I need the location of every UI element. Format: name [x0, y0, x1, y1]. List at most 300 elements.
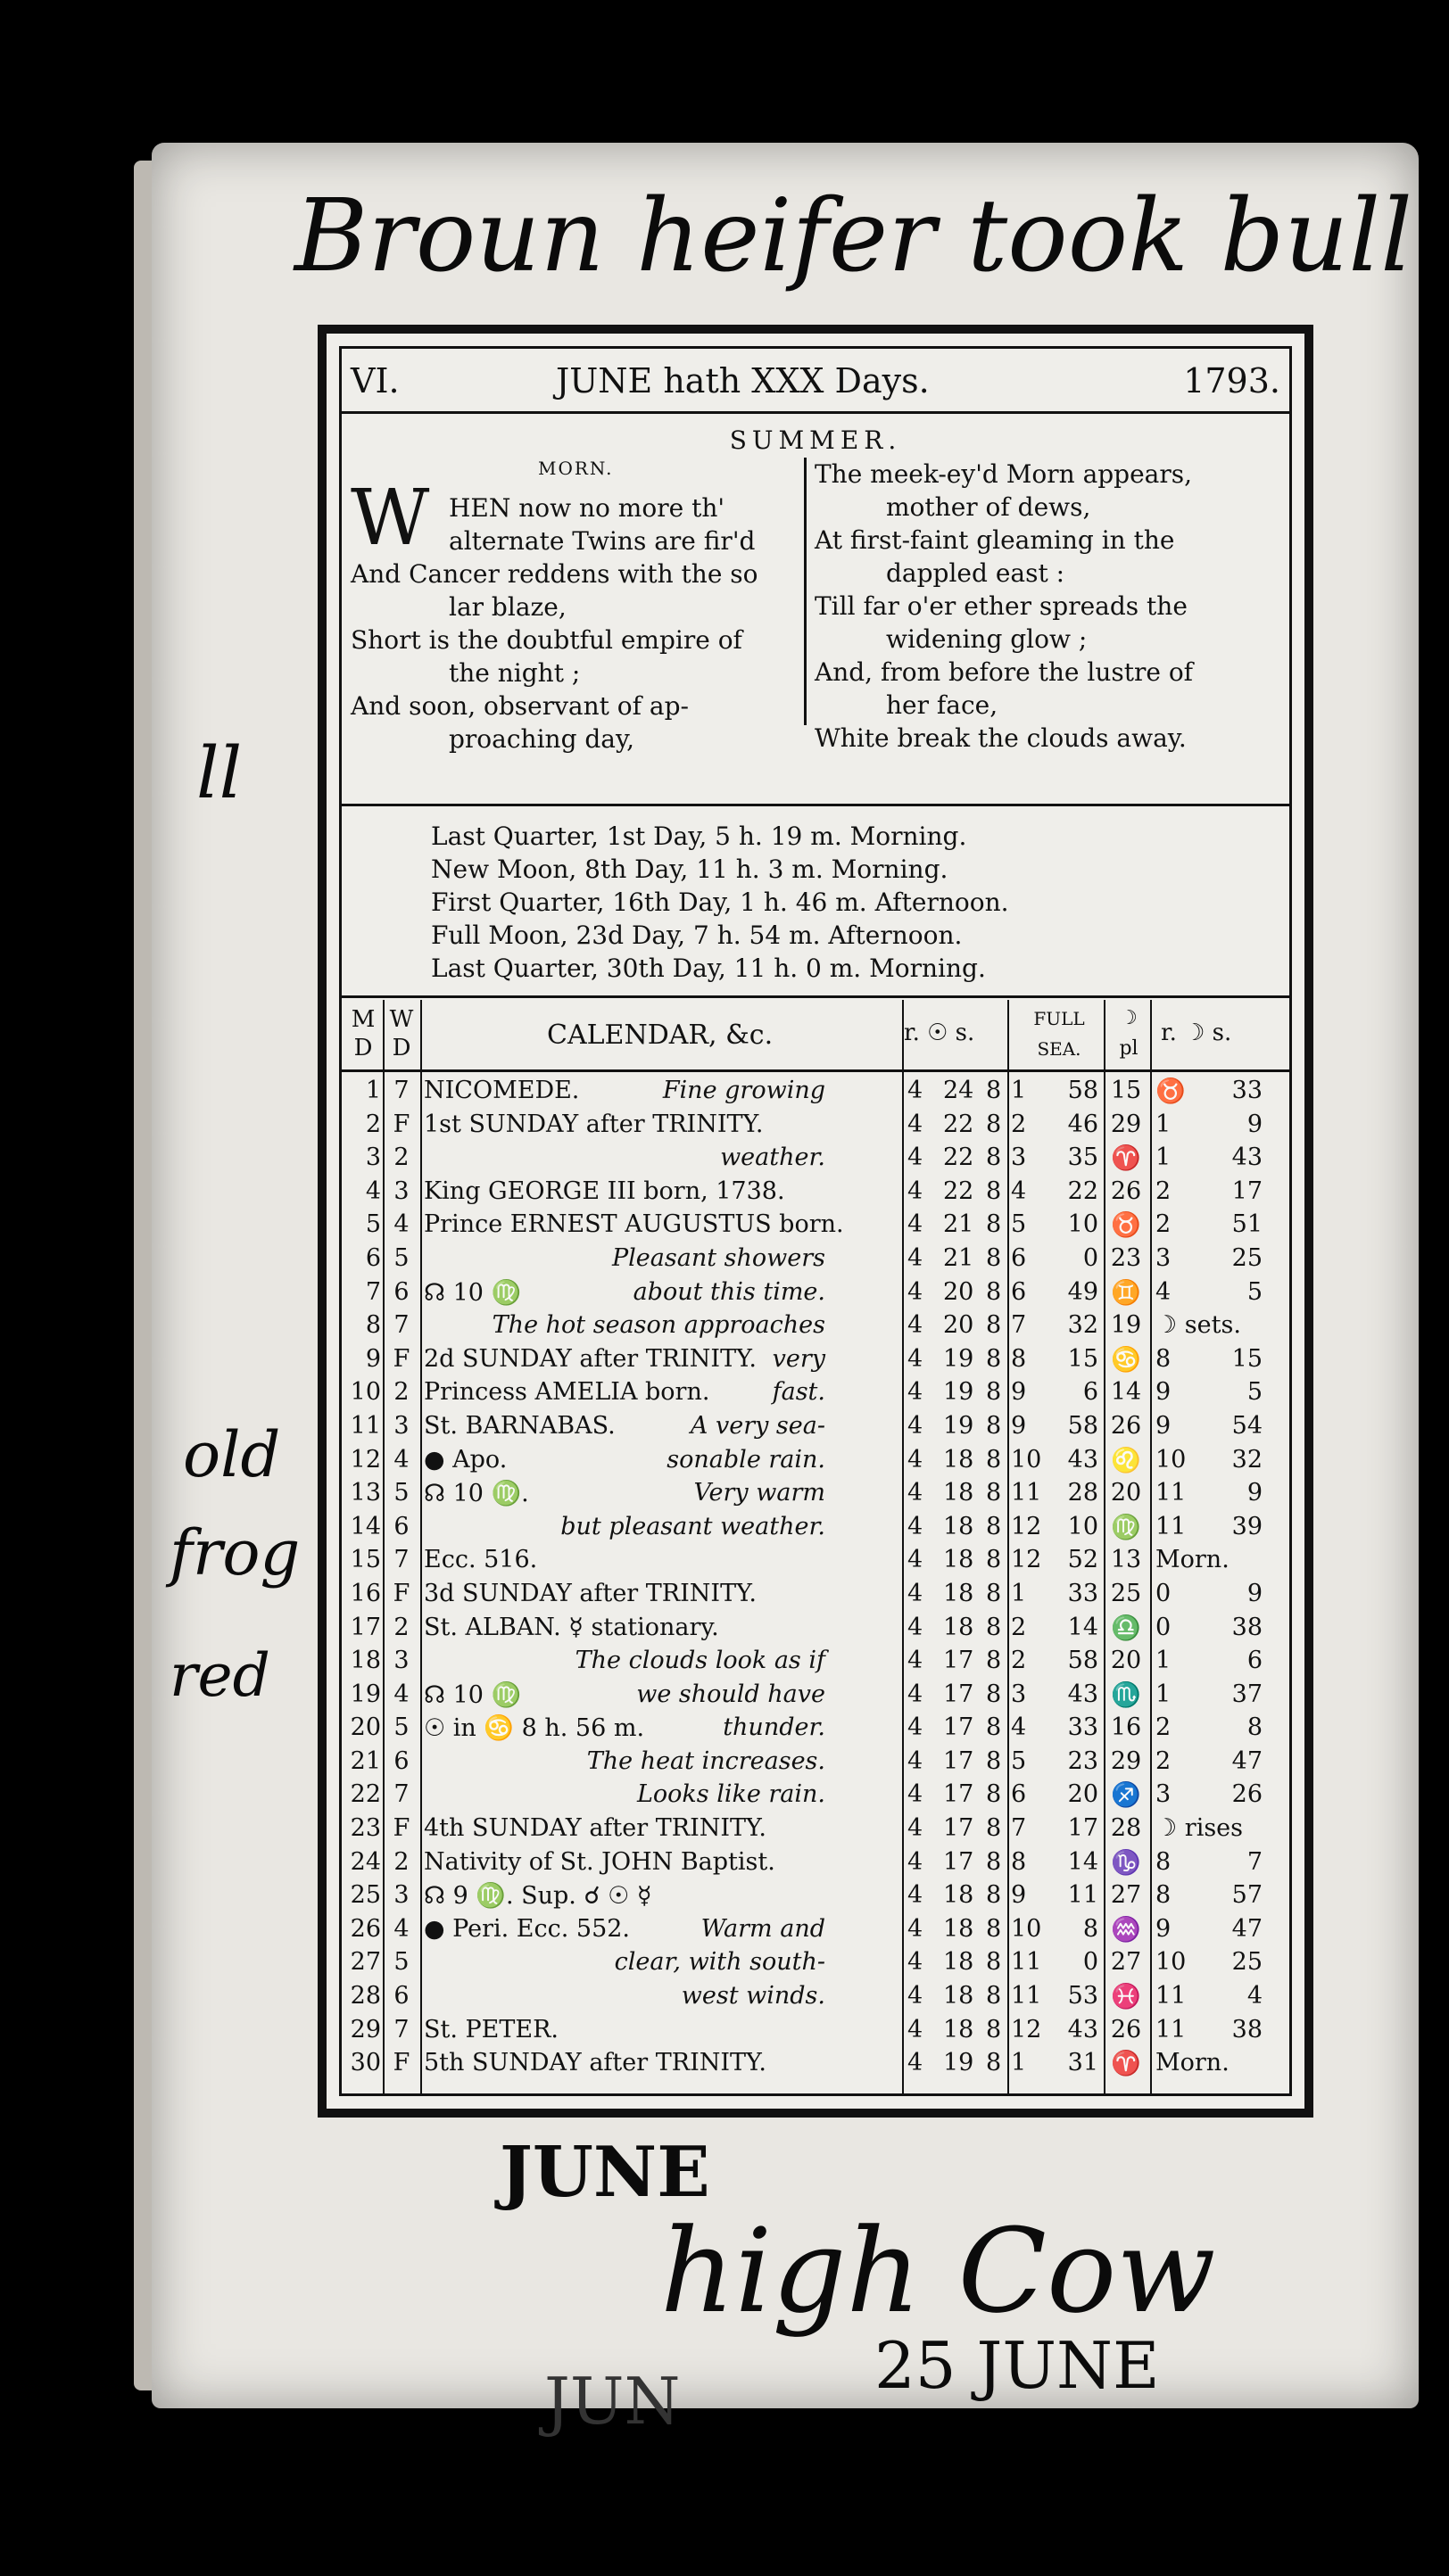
sunrise-hour: 4	[907, 1311, 923, 1340]
sunset-hour: 8	[986, 1110, 1002, 1138]
poem-divider	[804, 458, 807, 725]
full-sea-hour: 11	[1011, 1982, 1042, 2010]
poem-line: lar blaze,	[449, 592, 567, 622]
full-sea-hour: 1	[1011, 2049, 1027, 2077]
full-sea-minute: 33	[1067, 1713, 1098, 1742]
sunrise-hour: 4	[907, 1344, 923, 1373]
sunrise-minute: 18	[943, 1546, 974, 1574]
table-row	[342, 1140, 1289, 1174]
weather-note: Very warm	[693, 1479, 825, 1507]
weather-note: west winds.	[681, 1982, 825, 2010]
sunrise-hour: 4	[907, 1914, 923, 1943]
table-row	[342, 1677, 1289, 1711]
sunrise-minute: 18	[943, 1613, 974, 1641]
month-day: 23	[350, 1814, 381, 1843]
sunset-hour: 8	[986, 1780, 1002, 1809]
sunrise-hour: 4	[907, 1378, 923, 1407]
moon-place: 20	[1110, 1647, 1142, 1675]
sunrise-hour: 4	[907, 1713, 923, 1742]
sunrise-minute: 18	[943, 1579, 974, 1607]
sunset-hour: 8	[986, 1546, 1002, 1574]
moon-rise-set-minute: 25	[1231, 1243, 1263, 1272]
event-text: St. PETER.	[424, 2015, 559, 2043]
poem-line: mother of dews,	[886, 492, 1091, 522]
moon-place: 13	[1110, 1546, 1142, 1574]
sunset-hour: 8	[986, 1881, 1002, 1910]
full-sea-minute: 23	[1067, 1746, 1098, 1775]
sunrise-minute: 17	[943, 1647, 974, 1675]
full-sea-minute: 52	[1067, 1546, 1098, 1574]
sunset-hour: 8	[986, 1647, 1002, 1675]
moon-rise-set-hour: 8	[1155, 1881, 1172, 1910]
moon-rise-set-hour: 11	[1155, 1512, 1187, 1540]
moon-place: ♐	[1111, 1781, 1141, 1810]
section-divider	[342, 804, 1289, 806]
moon-rise-set-minute: 9	[1246, 1579, 1263, 1607]
full-sea-minute: 10	[1067, 1210, 1098, 1239]
header-moon-rise-set: r. ☽ s.	[1161, 1020, 1232, 1046]
sunrise-hour: 4	[907, 1445, 923, 1474]
sunrise-minute: 21	[943, 1210, 974, 1239]
full-sea-hour: 11	[1011, 1479, 1042, 1507]
week-day: F	[393, 1579, 410, 1607]
sunset-hour: 8	[986, 1445, 1002, 1474]
sunrise-hour: 4	[907, 1177, 923, 1205]
moon-phase-line: Last Quarter, 30th Day, 11 h. 0 m. Morning.	[431, 954, 986, 983]
moon-rise-set-hour: 2	[1155, 1746, 1172, 1775]
sunrise-hour: 4	[907, 1512, 923, 1540]
moon-place: ♓	[1111, 1983, 1141, 2011]
moon-rise-set-minute: 37	[1231, 1680, 1263, 1708]
moon-rise-set-hour: 11	[1155, 1982, 1187, 2010]
moon-rise-set-hour: Morn.	[1155, 2049, 1230, 2077]
moon-place: 26	[1110, 1177, 1142, 1205]
full-sea-hour: 6	[1011, 1277, 1027, 1306]
table-row	[342, 1978, 1289, 2012]
poem-line: And soon, observant of ap-	[351, 691, 689, 721]
month-day: 30	[350, 2049, 381, 2077]
sunset-hour: 8	[986, 1613, 1002, 1641]
event-text: Prince ERNEST AUGUSTUS born.	[424, 1210, 844, 1239]
calendar-rows	[342, 1073, 1289, 2079]
year: 1793.	[1183, 361, 1280, 400]
moon-place: ♍	[1111, 1513, 1141, 1541]
moon-rise-set-minute: 47	[1231, 1914, 1263, 1943]
full-sea-minute: 6	[1082, 1378, 1098, 1407]
moon-place: ♈	[1111, 2050, 1141, 2078]
week-day: 5	[393, 1243, 410, 1272]
event-text: 2d SUNDAY after TRINITY.	[424, 1344, 758, 1373]
full-sea-hour: 8	[1011, 1344, 1027, 1373]
week-day: 4	[393, 1445, 410, 1474]
week-day: 6	[393, 1512, 410, 1540]
poem-line: dappled east :	[886, 558, 1065, 588]
full-sea-hour: 4	[1011, 1713, 1027, 1742]
month-day: 8	[365, 1311, 381, 1340]
full-sea-minute: 35	[1067, 1144, 1098, 1172]
month-day: 15	[350, 1546, 381, 1574]
month-day: 3	[365, 1144, 381, 1172]
sunrise-hour: 4	[907, 1613, 923, 1641]
handwritten-margin-note-2: frog	[170, 1516, 301, 1589]
full-sea-minute: 58	[1067, 1411, 1098, 1440]
event-text: St. BARNABAS.	[424, 1411, 616, 1440]
table-row	[342, 1207, 1289, 1241]
weather-note: Looks like rain.	[636, 1780, 825, 1809]
moon-phase-line: Last Quarter, 1st Day, 5 h. 19 m. Morning.	[431, 822, 967, 851]
full-sea-hour: 7	[1011, 1311, 1027, 1340]
month-day: 11	[350, 1411, 381, 1440]
full-sea-hour: 12	[1011, 1512, 1042, 1540]
sunset-hour: 8	[986, 1479, 1002, 1507]
sunrise-minute: 17	[943, 1847, 974, 1876]
week-day: 4	[393, 1680, 410, 1708]
sunrise-hour: 4	[907, 1881, 923, 1910]
poem-line: White break the clouds away.	[815, 723, 1187, 753]
week-day: 3	[393, 1881, 410, 1910]
sunrise-minute: 17	[943, 1713, 974, 1742]
week-day: F	[393, 1344, 410, 1373]
table-row	[342, 2045, 1289, 2079]
moon-rise-set-hour: 11	[1155, 2015, 1187, 2043]
sunrise-hour: 4	[907, 1948, 923, 1977]
header-month-day: M D	[351, 1006, 376, 1061]
sunrise-hour: 4	[907, 1411, 923, 1440]
sunrise-minute: 19	[943, 1378, 974, 1407]
sunset-hour: 8	[986, 2015, 1002, 2043]
month-day: 21	[350, 1746, 381, 1775]
moon-rise-set-minute: 6	[1246, 1647, 1263, 1675]
month-day: 1	[365, 1077, 381, 1104]
week-day: 7	[393, 1546, 410, 1574]
moon-rise-set-hour: ☽ sets.	[1155, 1311, 1241, 1340]
week-day: 2	[393, 1847, 410, 1876]
month-day: 17	[350, 1613, 381, 1641]
poem-line: alternate Twins are fir'd	[449, 526, 756, 556]
moon-rise-set-minute: 51	[1231, 1210, 1263, 1239]
full-sea-minute: 53	[1067, 1982, 1098, 2010]
sunset-hour: 8	[986, 1512, 1002, 1540]
moon-rise-set-minute: 8	[1246, 1713, 1263, 1742]
header-sun: r. ☉ s.	[904, 1020, 975, 1046]
full-sea-hour: 7	[1011, 1814, 1027, 1843]
table-row	[342, 1342, 1289, 1375]
full-sea-minute: 58	[1067, 1647, 1098, 1675]
sunset-hour: 8	[986, 1814, 1002, 1843]
event-text: Nativity of St. JOHN Baptist.	[424, 1847, 775, 1876]
full-sea-minute: 0	[1082, 1243, 1098, 1272]
weather-note: weather.	[720, 1144, 825, 1172]
week-day: F	[393, 1110, 410, 1138]
full-sea-hour: 1	[1011, 1077, 1027, 1104]
table-row	[342, 1308, 1289, 1342]
full-sea-minute: 43	[1067, 1445, 1098, 1474]
sunrise-minute: 17	[943, 1746, 974, 1775]
moon-place: 27	[1110, 1881, 1142, 1910]
full-sea-minute: 10	[1067, 1512, 1098, 1540]
month-day: 9	[365, 1344, 381, 1373]
table-row	[342, 1408, 1289, 1442]
moon-rise-set-hour: 1	[1155, 1680, 1172, 1708]
sunset-hour: 8	[986, 1311, 1002, 1340]
handwritten-bottom-june: JUNE	[500, 2132, 710, 2213]
full-sea-minute: 0	[1082, 1948, 1098, 1977]
table-row	[342, 2012, 1289, 2046]
moon-place: 23	[1110, 1243, 1142, 1272]
handwritten-margin-note-1: old	[183, 1418, 281, 1491]
moon-rise-set-hour: 9	[1155, 1914, 1172, 1943]
full-sea-minute: 31	[1067, 2049, 1098, 2077]
sunrise-hour: 4	[907, 1479, 923, 1507]
table-row	[342, 1610, 1289, 1644]
poem-right-column	[815, 458, 1270, 755]
sunrise-hour: 4	[907, 1210, 923, 1239]
week-day: 2	[393, 1613, 410, 1641]
week-day: 7	[393, 1780, 410, 1809]
weather-note: The heat increases.	[586, 1746, 825, 1775]
sunset-hour: 8	[986, 1378, 1002, 1407]
moon-rise-set-minute: 38	[1231, 2015, 1263, 2043]
month-day: 6	[365, 1243, 381, 1272]
event-text: 1st SUNDAY after TRINITY.	[424, 1110, 764, 1138]
table-row	[342, 1710, 1289, 1744]
moon-place: 29	[1110, 1746, 1142, 1775]
moon-rise-set-minute: 47	[1231, 1746, 1263, 1775]
calendar-inner-border	[339, 346, 1292, 2096]
moon-rise-set-minute: 9	[1246, 1479, 1263, 1507]
moon-place: 16	[1110, 1713, 1142, 1742]
poem-line: her face,	[886, 690, 998, 720]
event-text: 5th SUNDAY after TRINITY.	[424, 2049, 766, 2077]
sunrise-minute: 18	[943, 1512, 974, 1540]
week-day: 4	[393, 1914, 410, 1943]
table-row	[342, 1073, 1289, 1107]
full-sea-hour: 6	[1011, 1780, 1027, 1809]
sunset-hour: 8	[986, 1579, 1002, 1607]
full-sea-minute: 43	[1067, 1680, 1098, 1708]
table-row	[342, 1275, 1289, 1309]
event-text: ☉ in ♋ 8 h. 56 m.	[424, 1714, 645, 1743]
moon-rise-set-minute: 43	[1231, 1144, 1263, 1172]
sunrise-minute: 22	[943, 1177, 974, 1205]
sunset-hour: 8	[986, 1243, 1002, 1272]
moon-place: ♑	[1111, 1848, 1141, 1877]
sunrise-hour: 4	[907, 1077, 923, 1104]
moon-phase-line: Full Moon, 23d Day, 7 h. 54 m. Afternoon.	[431, 921, 963, 950]
weather-note: Warm and	[700, 1914, 825, 1943]
handwritten-margin-note-3: red	[170, 1641, 270, 1710]
week-day: 7	[393, 1311, 410, 1340]
full-sea-minute: 32	[1067, 1311, 1098, 1340]
weather-note: thunder.	[723, 1713, 825, 1742]
weather-note: but pleasant weather.	[560, 1512, 825, 1540]
week-day: F	[393, 2049, 410, 2077]
moon-rise-set-minute: 15	[1231, 1344, 1263, 1373]
section-divider	[342, 995, 1289, 998]
month-day: 29	[350, 2015, 381, 2043]
moon-rise-set-hour: 1	[1155, 1110, 1172, 1138]
week-day: 3	[393, 1411, 410, 1440]
sunrise-hour: 4	[907, 1243, 923, 1272]
sunset-hour: 8	[986, 1914, 1002, 1943]
table-row	[342, 1911, 1289, 1945]
poem-line: proaching day,	[449, 724, 635, 754]
event-text: NICOMEDE.	[424, 1077, 580, 1104]
full-sea-minute: 11	[1067, 1881, 1098, 1910]
table-row	[342, 1576, 1289, 1610]
moon-place: ♈	[1111, 1144, 1141, 1173]
full-sea-minute: 58	[1067, 1077, 1098, 1104]
month-day: 19	[350, 1680, 381, 1708]
full-sea-minute: 49	[1067, 1277, 1098, 1306]
header-full-sea: FULL SEA.	[1033, 1008, 1085, 1060]
moon-rise-set-hour: ♉	[1155, 1077, 1186, 1105]
full-sea-minute: 20	[1067, 1780, 1098, 1809]
sunrise-minute: 18	[943, 2015, 974, 2043]
table-row	[342, 1744, 1289, 1778]
moon-rise-set-hour: 2	[1155, 1713, 1172, 1742]
weather-note: clear, with south-	[614, 1948, 825, 1977]
moon-rise-set-minute: 32	[1231, 1445, 1263, 1474]
week-day: 6	[393, 1277, 410, 1306]
month-day: 13	[350, 1479, 381, 1507]
season-title: SUMMER.	[729, 425, 902, 455]
moon-rise-set-hour: 1	[1155, 1647, 1172, 1675]
full-sea-hour: 10	[1011, 1445, 1042, 1474]
poem-left-column	[351, 491, 797, 755]
full-sea-hour: 3	[1011, 1680, 1027, 1708]
sunset-hour: 8	[986, 1210, 1002, 1239]
month-day: 18	[350, 1647, 381, 1675]
sunrise-hour: 4	[907, 1680, 923, 1708]
weather-note: Fine growing	[662, 1077, 825, 1104]
table-row	[342, 1845, 1289, 1878]
sunrise-hour: 4	[907, 1847, 923, 1876]
full-sea-minute: 33	[1067, 1579, 1098, 1607]
table-row	[342, 1542, 1289, 1576]
sunrise-minute: 17	[943, 1814, 974, 1843]
full-sea-hour: 1	[1011, 1579, 1027, 1607]
poem-line: the night ;	[449, 658, 581, 688]
full-sea-hour: 2	[1011, 1110, 1027, 1138]
sunrise-hour: 4	[907, 1746, 923, 1775]
sunrise-minute: 21	[943, 1243, 974, 1272]
month-header	[342, 349, 1289, 414]
sunset-hour: 8	[986, 1411, 1002, 1440]
sunset-hour: 8	[986, 1144, 1002, 1172]
weather-note: Pleasant showers	[611, 1243, 825, 1272]
full-sea-hour: 11	[1011, 1948, 1042, 1977]
full-sea-minute: 28	[1067, 1479, 1098, 1507]
event-text: King GEORGE III born, 1738.	[424, 1177, 785, 1205]
moon-rise-set-hour: 3	[1155, 1780, 1172, 1809]
sunrise-minute: 20	[943, 1311, 974, 1340]
moon-rise-set-minute: 17	[1231, 1177, 1263, 1205]
sunrise-minute: 18	[943, 1914, 974, 1943]
moon-place: 19	[1110, 1311, 1142, 1340]
moon-place: 28	[1110, 1814, 1142, 1843]
month-day: 5	[365, 1210, 381, 1239]
moon-place: ♋	[1111, 1345, 1141, 1374]
full-sea-hour: 12	[1011, 1546, 1042, 1574]
moon-place: ♊	[1111, 1278, 1141, 1307]
moon-rise-set-minute: 5	[1246, 1378, 1263, 1407]
poem-line: At first-faint gleaming in the	[815, 525, 1175, 555]
table-row	[342, 1241, 1289, 1275]
sunset-hour: 8	[986, 1847, 1002, 1876]
handwritten-bottom-date: 25 JUNE	[874, 2328, 1160, 2403]
moon-rise-set-minute: 57	[1231, 1881, 1263, 1910]
full-sea-hour: 9	[1011, 1411, 1027, 1440]
moon-rise-set-hour: 8	[1155, 1847, 1172, 1876]
sunrise-minute: 17	[943, 1680, 974, 1708]
moon-rise-set-minute: 9	[1246, 1110, 1263, 1138]
moon-place: ♏	[1111, 1680, 1141, 1709]
month-day: 28	[350, 1982, 381, 2010]
sunrise-hour: 4	[907, 1144, 923, 1172]
moon-rise-set-minute: 33	[1231, 1077, 1263, 1104]
event-text: ☊ 10 ♍	[424, 1278, 522, 1307]
event-text: ☊ 10 ♍.	[424, 1480, 529, 1508]
sunrise-hour: 4	[907, 1780, 923, 1809]
sunrise-minute: 18	[943, 1881, 974, 1910]
moon-phase-line: First Quarter, 16th Day, 1 h. 46 m. Afternoon.	[431, 888, 1009, 917]
moon-rise-set-hour: 4	[1155, 1277, 1172, 1306]
event-text: ● Apo.	[424, 1445, 508, 1474]
moon-rise-set-hour: 10	[1155, 1948, 1187, 1977]
event-text: ● Peri. Ecc. 552.	[424, 1914, 631, 1943]
week-day: 6	[393, 1746, 410, 1775]
poem-line: HEN now no more th'	[449, 493, 725, 523]
sunset-hour: 8	[986, 1948, 1002, 1977]
month-day: 14	[350, 1512, 381, 1540]
weather-note: The hot season approaches	[492, 1311, 825, 1340]
sunrise-hour: 4	[907, 2049, 923, 2077]
month-number: VI.	[351, 361, 400, 400]
table-row	[342, 1878, 1289, 1911]
handwritten-bottom-faded: JUN	[544, 2364, 681, 2439]
week-day: F	[393, 1814, 410, 1843]
sunrise-minute: 18	[943, 1948, 974, 1977]
poem-line: Till far o'er ether spreads the	[815, 591, 1188, 621]
full-sea-hour: 8	[1011, 1847, 1027, 1876]
event-text: ☊ 10 ♍	[424, 1680, 522, 1709]
full-sea-hour: 10	[1011, 1914, 1042, 1943]
table-row	[342, 1475, 1289, 1509]
moon-place: 26	[1110, 1411, 1142, 1440]
moon-place: ♉	[1111, 1211, 1141, 1240]
weather-note: we should have	[636, 1680, 825, 1708]
table-row	[342, 1777, 1289, 1811]
moon-rise-set-hour: 3	[1155, 1243, 1172, 1272]
moon-place: 26	[1110, 2015, 1142, 2043]
event-text: Princess AMELIA born.	[424, 1378, 710, 1407]
moon-rise-set-minute: 7	[1246, 1847, 1263, 1876]
moon-rise-set-hour: 0	[1155, 1579, 1172, 1607]
handwritten-bottom-high-cow: high Cow	[660, 2203, 1216, 2339]
sunrise-hour: 4	[907, 1579, 923, 1607]
moon-rise-set-minute: 4	[1246, 1982, 1263, 2010]
table-row	[342, 1174, 1289, 1208]
table-row	[342, 1442, 1289, 1476]
full-sea-hour: 6	[1011, 1243, 1027, 1272]
moon-rise-set-hour: 0	[1155, 1613, 1172, 1641]
week-day: 2	[393, 1144, 410, 1172]
moon-place: 29	[1110, 1110, 1142, 1138]
full-sea-hour: 12	[1011, 2015, 1042, 2043]
sunrise-minute: 24	[943, 1077, 974, 1104]
weather-note: very	[772, 1344, 825, 1373]
